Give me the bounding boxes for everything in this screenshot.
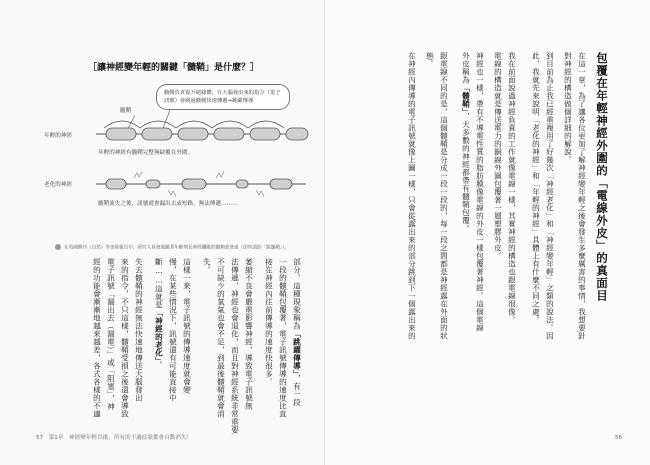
text-column: 經的功能會漸漸地越來越差，各式各樣的不適 bbox=[92, 258, 102, 418]
young-nerve bbox=[96, 128, 308, 140]
figure-title: ［讓神經變年輕的關鍵「髓鞘」是什麼？］ bbox=[88, 63, 260, 73]
text-column: 對神經的構造做個詳細的解說。 bbox=[563, 52, 573, 164]
text-column: 失。 bbox=[202, 258, 212, 274]
text-column: 部分。這種現象稱為「跳躍傳導」，有一段 bbox=[292, 258, 302, 407]
text-column: 一段的髓鞘包覆著，電子訊號傳導的速度比直 bbox=[278, 258, 288, 418]
text-column: 來的指令，不只這樣，髓鞘受損之後還會導致 bbox=[120, 258, 130, 418]
text-column: 態。 bbox=[425, 52, 435, 68]
text-column: 電線的構造就是傳送電力的銅線外圍包覆著一層塑膠外皮。 bbox=[493, 52, 503, 260]
page-folio-right: 56 bbox=[615, 435, 623, 441]
text-column: 斷……這就是「神經的老化」。 bbox=[154, 258, 164, 370]
myelin-label: 髓鞘 bbox=[120, 108, 132, 114]
old-nerve-label: 老化的神經 bbox=[44, 182, 72, 188]
text-column: 慢，在某些情況下，訊號還有可能直接中 bbox=[168, 258, 178, 402]
text-column: 法傳遞，神經也會退化，而且對神經系統非常重要 bbox=[230, 258, 240, 434]
text-column: 我在前面說過神經負責的工作就像電線一樣，其實神經的構造也跟電線很像。 bbox=[507, 52, 517, 324]
text-column: 到目前為止我已經重複用了好幾次「神經老化」和「神經變年輕」之類的說法。因 bbox=[545, 52, 555, 340]
text-column: 外皮稱為「髓鞘」，大多數的神經都帶有髓鞘包覆。 bbox=[461, 52, 471, 233]
figure-note-text: 在英國期刊《自然》等多篇報告中，研究人員發現隨著年齡增長神經纖維的髓鞘會衰退（即所謂的「脫髓鞘」）。 bbox=[64, 245, 290, 251]
page-title: 包覆在年輕神經外圍的「電線外皮」的真面目 bbox=[595, 52, 609, 302]
info-icon bbox=[55, 244, 61, 250]
text-column: 不可缺少的氧氣也會不足，到最後髓鞘就會消 bbox=[216, 258, 226, 418]
text-column: 神經也一樣，帶有不導電性質的脂肪膜像電線的外皮一樣包覆著神經。這個電線 bbox=[475, 52, 485, 332]
text-column: 在這一章，為了讓各位更加了解神經變年輕之後會發生多麼厲害的事情，我想要針 bbox=[577, 52, 587, 340]
text-column: 這樣一來，電子訊號的傳導速度就會變 bbox=[182, 258, 192, 394]
young-nerve-label: 年輕的神經 bbox=[44, 133, 72, 139]
old-nerve bbox=[96, 172, 306, 196]
right-page bbox=[325, 0, 650, 465]
young-nerve-caption: 年輕的神經有髓鞘完整無缺覆在外圍。 bbox=[98, 150, 194, 156]
text-column: 接在神經內往前傳導的速度快很多。 bbox=[264, 258, 274, 386]
text-column: 在神經內傳導的電子訊號就像上圖一樣，只會從露出來的部分跳到下一個露出來的 bbox=[407, 52, 417, 340]
figure-callout: 髓鞘負責提升絕緣體，在大腦發出來的指令（電子訊號）會跳過髓鞘快速傳遞→跳躍傳導 bbox=[156, 84, 290, 110]
figure-note bbox=[55, 244, 317, 252]
old-nerve-caption: 髓鞘流失之後，訊號就會漏出去或短路，無法傳遞……… bbox=[98, 201, 238, 207]
text-column: 電子訊號「漏出去（漏電）」或「阻塞」，神 bbox=[106, 258, 116, 411]
page-folio-left: 57 第1章 神經變年輕以後，所有的不適症狀都會自動消失！ bbox=[36, 435, 193, 441]
text-column: 此，我就先來說明「老化的神經」和「年輕的神經」具體上有什麼不同之處。 bbox=[531, 52, 541, 324]
text-column: 萎縮不良會嚴重影響神經，導致電子訊號無 bbox=[244, 258, 254, 410]
text-column: 跟電線不同的是，這個髓鞘是分成一段一段的，每一段之間都是神經露在外面的狀 bbox=[439, 52, 449, 340]
text-column: 失去髓鞘的神經無法快速地傳送大腦發出 bbox=[134, 258, 144, 402]
